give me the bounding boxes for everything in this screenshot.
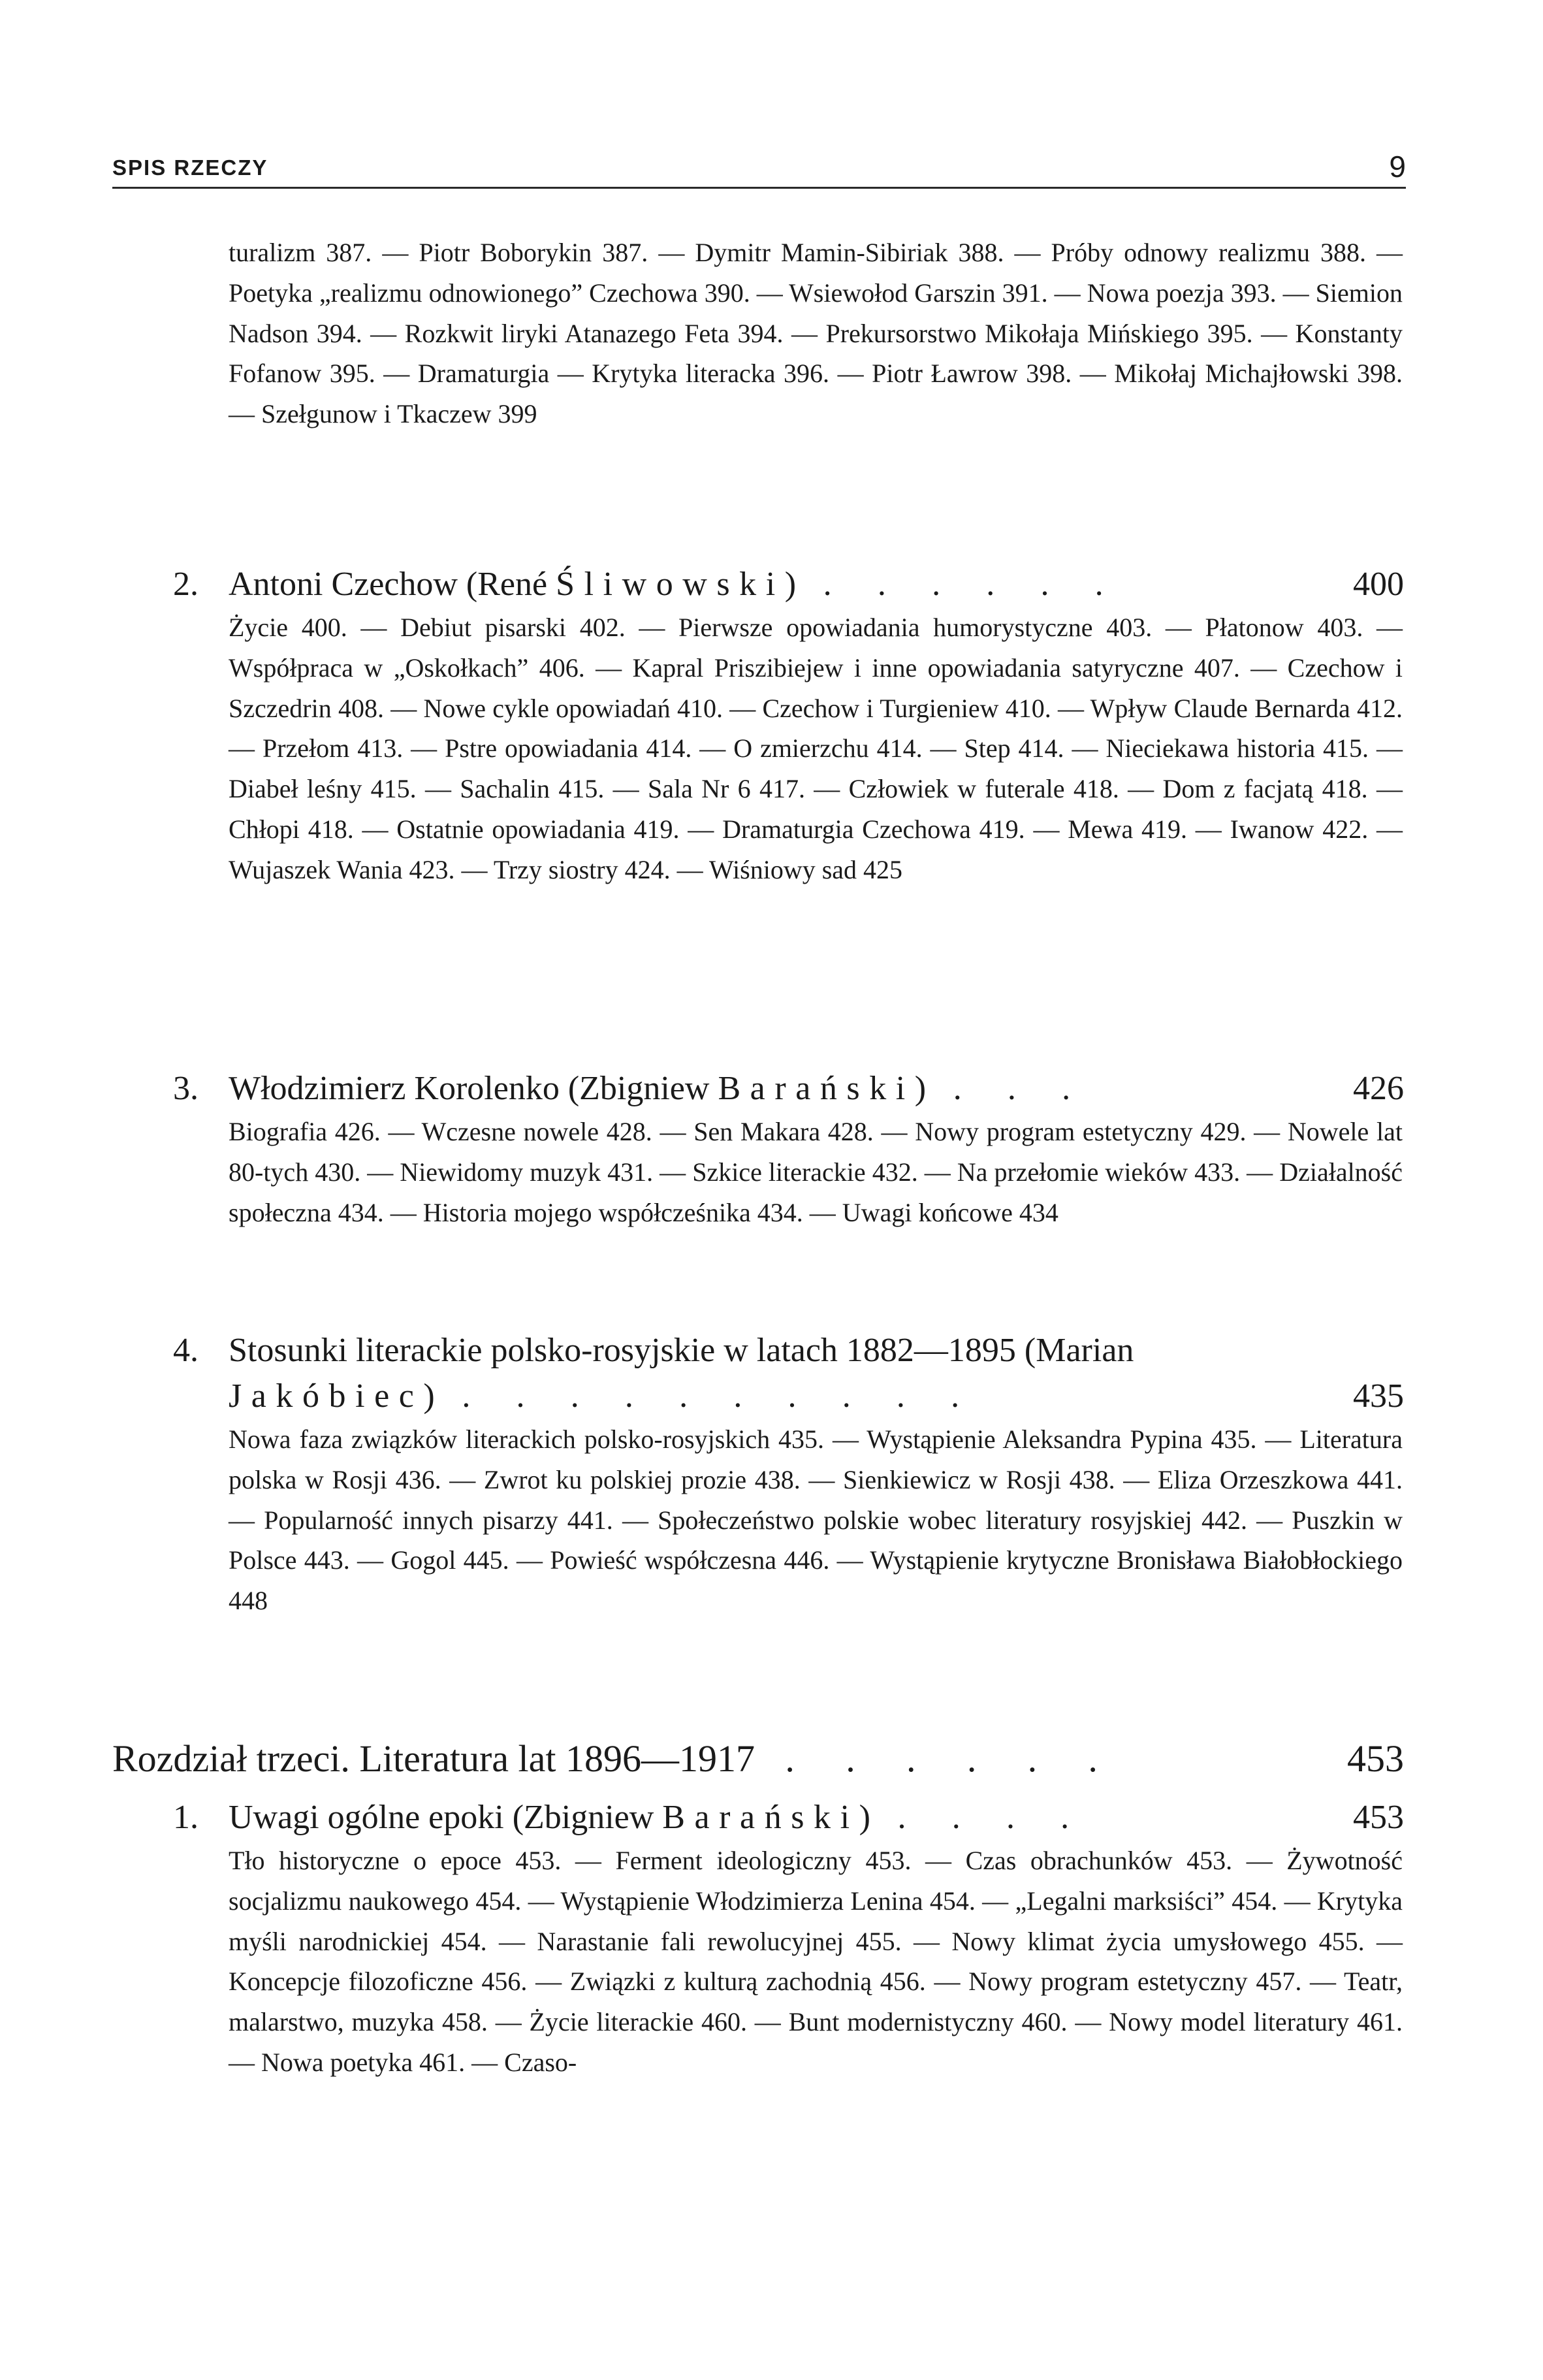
continuation-entry — [229, 233, 1403, 434]
entry-number: 1. — [173, 1799, 199, 1836]
chapter-title-row — [112, 1736, 1403, 1782]
entry-page: 435 — [1353, 1377, 1404, 1415]
leader-dots: . . . . — [870, 1799, 1088, 1836]
leader-dots: . . . . . . . . . . — [434, 1377, 978, 1415]
entry-body: Biografia 426. — Wczesne nowele 428. — Sen Makara 428. — Nowy program estetyczny 429. — Nowele lat 80-tych 430. — Niewidomy muzyk 431. — Szkice literackie 432. — Na przełomie wieków 433. — Działalność społeczna 434. — Historia mojego współcześnika 434. — Uwagi końcowe 434 — [229, 1117, 1403, 1227]
toc-entry-korolenko — [173, 1066, 1404, 1232]
running-header — [112, 145, 1406, 189]
entry-number: 4. — [173, 1332, 199, 1369]
toc-entry-heading — [173, 1795, 1404, 1841]
entry-page: 453 — [1353, 1799, 1404, 1836]
toc-entry-uwagi — [173, 1795, 1404, 2083]
continuation-text: turalizm 387. — Piotr Boborykin 387. — Dymitr Mamin-Sibiriak 388. — Próby odnowy realizmu 388. — Poetyka „realizmu odnowionego” Czechowa 390. — Wsiewołod Garszin 391. — Nowa poezja 393. — Siemion Nadson 394. — Rozkwit liryki Atanazego Feta 394. — Prekursorstwo Mikołaja Mińskiego 395. — Konstanty Fofanow 395. — Dramaturgia — Krytyka literacka 396. — Piotr Ławrow 398. — Mikołaj Michajłowski 398. — Szełgunow i Tkaczew 399 — [229, 238, 1403, 429]
author-name: Barański — [718, 1070, 915, 1107]
chapter-page: 453 — [1347, 1737, 1404, 1780]
entry-number: 2. — [173, 566, 199, 603]
entry-title: Uwagi ogólne epoki (Zbigniew Barański) — [229, 1799, 870, 1836]
author-name: Barański — [662, 1799, 859, 1836]
entry-page: 400 — [1353, 566, 1404, 603]
entry-page: 426 — [1353, 1070, 1404, 1107]
entry-body: Nowa faza związków literackich polsko-rosyjskich 435. — Wystąpienie Aleksandra Pypina 435. — Literatura polska w Rosji 436. — Zwrot ku polskiej prozie 438. — Sienkiewicz w Rosji 438. — Eliza Orzeszkowa 441. — Popularność innych pisarzy 441. — Społeczeństwo polskie wobec literatury rosyjskiej 442. — Puszkin w Polsce 443. — Gogol 445. — Powieść współczesna 446. — Wystąpienie krytyczne Bronisława Białobłockiego 448 — [229, 1424, 1403, 1616]
leader-dots: . . . — [926, 1070, 1089, 1107]
entry-title: Włodzimierz Korolenko (Zbigniew Barański) — [229, 1070, 927, 1107]
chapter-heading — [112, 1736, 1403, 1782]
entry-title: Antoni Czechow (René Śliwowski) — [229, 566, 797, 603]
toc-entry-heading — [173, 562, 1404, 607]
page-number: 9 — [1389, 150, 1406, 184]
chapter-title: Rozdział trzeci. Literatura lat 1896—1917 — [112, 1737, 756, 1780]
entry-number: 3. — [173, 1070, 199, 1107]
entry-body: Życie 400. — Debiut pisarski 402. — Pierwsze opowiadania humorystyczne 403. — Płatonow 403. — Współpraca w „Oskołkach” 406. — Kapral Priszibiejew i inne opowiadania satyryczne 407. — Czechow i Szczedrin 408. — Nowe cykle opowiadań 410. — Czechow i Turgieniew 410. — Wpływ Claude Bernarda 412. — Przełom 413. — Pstre opowiadania 414. — O zmierzchu 414. — Step 414. — Nieciekawa historia 415. — Diabeł leśny 415. — Sachalin 415. — Sala Nr 6 417. — Człowiek w futerale 418. — Dom z facjatą 418. — Chłopi 418. — Ostatnie opowiadania 419. — Dramaturgia Czechowa 419. — Mewa 419. — Iwanow 422. — Wujaszek Wania 423. — Trzy siostry 424. — Wiśniowy sad 425 — [229, 613, 1403, 884]
leader-dots: . . . . . . — [755, 1737, 1119, 1780]
toc-entry-stosunki — [173, 1328, 1404, 1621]
toc-entry-heading — [173, 1328, 1404, 1419]
author-name: Śliwowski — [556, 566, 785, 603]
toc-entry-czechow — [173, 562, 1404, 890]
running-title: SPIS RZECZY — [112, 155, 268, 180]
author-name: Jakóbiec — [229, 1377, 424, 1415]
toc-entry-heading — [173, 1066, 1404, 1112]
leader-dots: . . . . . . — [796, 566, 1122, 603]
entry-body: Tło historyczne o epoce 453. — Ferment ideologiczny 453. — Czas obrachunków 453. — Żywotność socjalizmu naukowego 454. — Wystąpienie Włodzimierza Lenina 454. — „Legalni marksiści” 454. — Krytyka myśli narodnickiej 454. — Narastanie fali rewolucyjnej 455. — Nowy klimat życia umysłowego 455. — Koncepcje filozoficzne 456. — Związki z kulturą zachodnią 456. — Nowy program estetyczny 457. — Teatr, malarstwo, muzyka 458. — Życie literackie 460. — Bunt modernistyczny 460. — Nowy model literatury 461. — Nowa poetyka 461. — Czaso- — [229, 1846, 1403, 2077]
entry-title: Stosunki literackie polsko-rosyjskie w latach 1882—1895 (Marian Jakóbiec) — [229, 1332, 1134, 1415]
